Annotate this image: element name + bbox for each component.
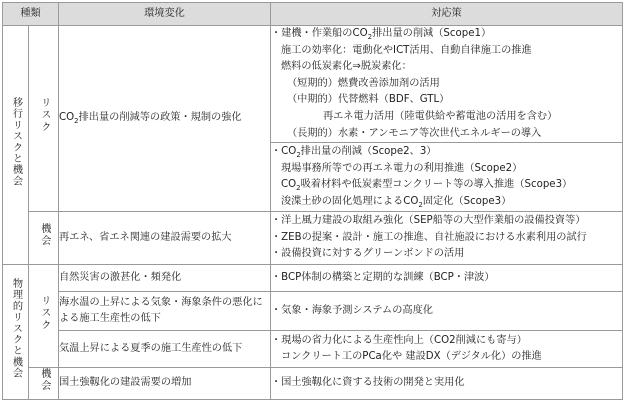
measure-line: 現場事務所等での再エネ電力の利用推進（Scope2） — [281, 162, 523, 174]
measure-line: ・$CO_2$排出量の削減（Scope2、3） — [271, 145, 437, 159]
measure-line: （中期的）代替燃料（BDF、GTL） — [287, 94, 450, 106]
measure-line: 浚渫土砂の固化処理による$CO_2$固定化（Scope3） — [281, 195, 512, 209]
climate-risk-table — [2, 2, 623, 400]
type-risk-physical — [29, 265, 59, 368]
measure-line: ・BCP体制の構築と定期的な訓練（BCP・津波） — [271, 271, 495, 283]
change-text: 排出量の削減等の政策・規制の強化 — [78, 112, 242, 124]
change-cell: 海水温の上昇による気象・海象条件の悪化による施工生産性の低下 — [59, 292, 271, 331]
measure-line: 施工の効率化：電動化やICT活用、自動自律施工の推進 — [281, 44, 532, 56]
category-physical — [3, 265, 29, 400]
measure-line: ・設備投資に対するグリーンボンドの活用 — [271, 248, 465, 260]
table-row — [3, 26, 623, 143]
header-row — [3, 3, 623, 26]
measure-line: ・気象・海象予測システムの高度化 — [271, 304, 433, 316]
table-row — [3, 265, 623, 292]
measure-line: ・国土強靱化に資する技術の開発と実用化 — [271, 377, 465, 389]
change-cell — [59, 26, 271, 212]
subscript: 2 — [74, 117, 79, 126]
measures-cell — [271, 368, 623, 400]
measure-line: ・現場の省力化による生産性向上（CO2削減にも寄与） — [271, 334, 527, 346]
type-risk-label: リスク — [38, 96, 50, 134]
type-opportunity-label: 機会 — [38, 368, 50, 393]
measures-cell — [271, 212, 623, 265]
measure-line: 再エネ電力活用（陸電供給や蓄電池の活用を含む） — [323, 110, 558, 122]
type-opportunity-physical — [29, 368, 59, 400]
category-physical-label: 物理的リスクと機会 — [10, 278, 22, 380]
category-transition-label: 移行リスクと機会 — [10, 96, 22, 187]
change-cell: 気温上昇による夏季の施工生産性の低下 — [59, 331, 271, 368]
change-cell: 再エネ、省エネ関連の建設需要の拡大 — [59, 212, 271, 265]
measure-line: 燃料の低炭素化⇒脱炭素化： — [281, 61, 412, 73]
measure-line: ・洋上風力建設の取組み強化（SEP船等の大型作業船の設備投資等） — [271, 215, 586, 227]
measure-line: コンクリート工のPCa化や 建設DX（デジタル化）の推進 — [281, 351, 542, 363]
type-risk-transition — [29, 26, 59, 212]
table-row — [3, 292, 623, 331]
header-category: 種類 — [3, 3, 59, 26]
type-opportunity-label: 機会 — [38, 222, 50, 248]
change-cell: 自然災害の激甚化・頻発化 — [59, 265, 271, 292]
measures-cell — [271, 265, 623, 292]
type-opportunity-transition — [29, 212, 59, 265]
category-transition — [3, 26, 29, 265]
table-row — [3, 368, 623, 400]
measure-line: ・建機・作業船の$CO_2$排出量の削減（Scope1） — [271, 28, 492, 42]
measure-line: （長期的）水素・アンモニア等次世代エネルギーの導入 — [287, 127, 542, 139]
measure-line: $CO_2$吸着材料や低炭素型コンクリート等の導入推進（Scope3） — [281, 179, 573, 193]
header-measures: 対応策 — [271, 3, 623, 26]
measures-cell — [271, 331, 623, 368]
table-row — [3, 212, 623, 265]
measures-cell — [271, 26, 623, 143]
header-change: 環境変化 — [59, 3, 271, 26]
measures-cell — [271, 143, 623, 212]
measure-line: （短期的）燃費改善添加剤の活用 — [287, 77, 440, 89]
change-cell: 国土強靱化の建設需要の増加 — [59, 368, 271, 400]
change-text: CO — [59, 112, 75, 124]
measure-line: ・ZEBの提案・設計・施工の推進、自社施設における水素利用の試行 — [271, 231, 587, 243]
table-row — [3, 331, 623, 368]
type-risk-label: リスク — [38, 294, 50, 332]
measures-cell — [271, 292, 623, 331]
